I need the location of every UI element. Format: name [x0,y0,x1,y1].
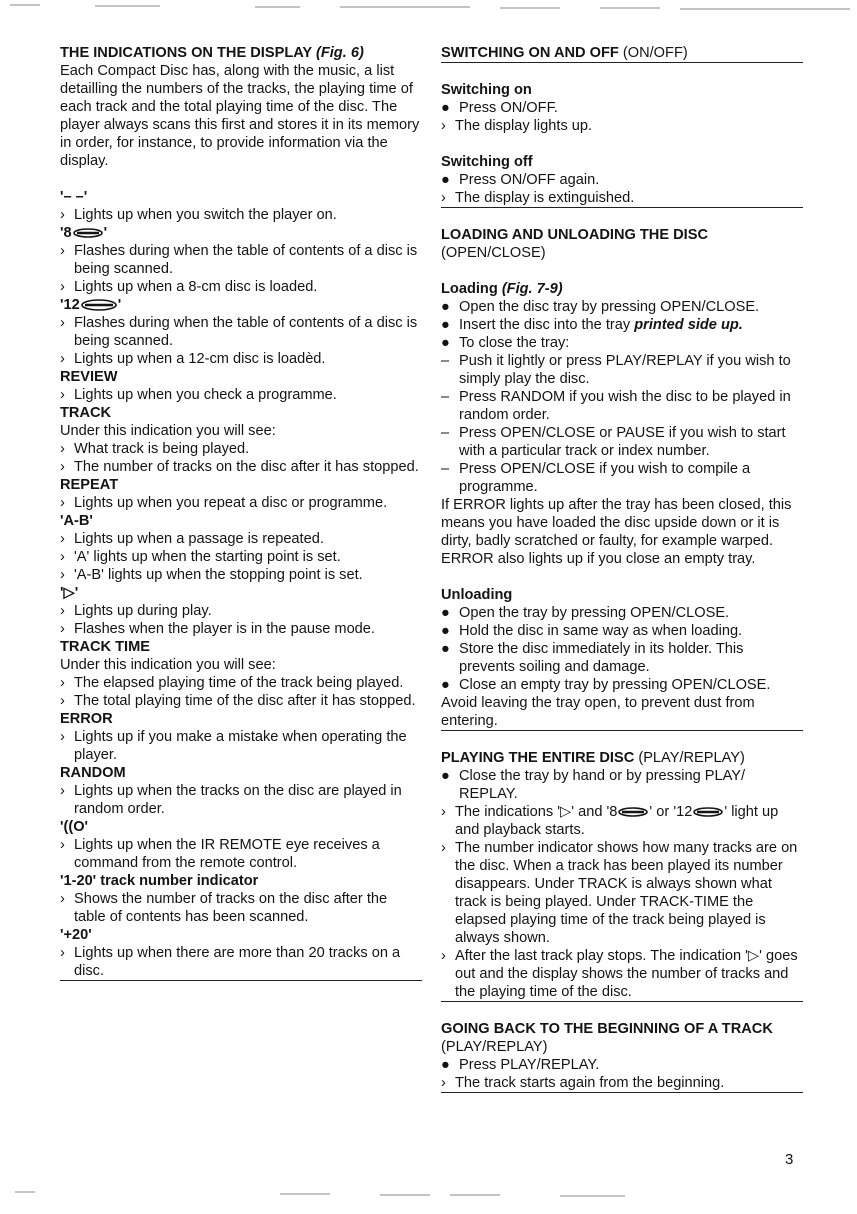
switching-on-result: › The display lights up. [441,118,593,134]
note-random: › Lights up when the tracks on the disc are played in random order. [60,783,402,817]
note-repeat: › Lights up when you repeat a disc or programme. [60,495,388,511]
note-ir-remote: › Lights up when the IR REMOTE eye receives a command from the remote control. [60,837,380,871]
back-title-tail: (PLAY/REPLAY) [441,1039,548,1055]
unloading-step-1: ● Open the tray by pressing OPEN/CLOSE. [441,605,730,621]
note-ab-1: › Lights up when a passage is repeated. [60,531,324,547]
loading-step-2: ● Insert the disc into the tray printed side up. [441,317,743,333]
note-disc-12-1: › Flashes during when the table of contents of a disc is being scanned. [60,315,418,349]
note-review: › Lights up when you check a programme. [60,387,337,403]
unloading-step-4: ● Close an empty tray by pressing OPEN/CLOSE. [441,677,771,693]
note-disc-8-1: › Flashes during when the table of contents of a disc is being scanned. [60,243,418,277]
note-ab-3: › 'A-B' lights up when the stopping point is set. [60,567,363,583]
unloading-paragraph: Avoid leaving the tray open, to prevent dust from entering. [441,694,803,731]
page-number: 3 [785,1151,794,1168]
switching-off-label: Switching off [441,154,533,170]
note-track-time-2: › The total playing time of the disc after it has stopped. [60,693,416,709]
label-disc-12: '12 ' [60,297,122,313]
back-title: GOING BACK TO THE BEGINNING OF A TRACK [441,1021,773,1037]
unloading-label: Unloading [441,587,513,603]
label-error: ERROR [60,711,113,727]
label-dash: '– –' [60,189,88,205]
load-title: LOADING AND UNLOADING THE DISC [441,227,709,243]
note-dash: › Lights up when you switch the player on. [60,207,337,223]
scan-noise-bottom [0,1188,857,1200]
disc-icon [72,228,104,238]
loading-option-4: – Press OPEN/CLOSE if you wish to compile a programme. [441,461,751,495]
label-random: RANDOM [60,765,126,781]
note-track-number: › Shows the number of tracks on the disc after the table of contents has been scanned. [60,891,388,925]
play-result-1: › The indications '▷' and '8 ' or '12 ' light up and playback starts. [441,804,779,838]
track-time-intro: Under this indication you will see: [60,657,276,673]
play-title: PLAYING THE ENTIRE DISC (PLAY/REPLAY) [441,750,745,766]
loading-label: Loading (Fig. 7-9) [441,281,563,297]
note-error: › Lights up if you make a mistake when operating the player. [60,729,407,763]
display-section-title: THE INDICATIONS ON THE DISPLAY (Fig. 6) [60,45,364,61]
loading-option-3: – Press OPEN/CLOSE or PAUSE if you wish to start with a particular track or index number. [441,425,786,459]
loading-step-1: ● Open the disc tray by pressing OPEN/CLOSE. [441,299,760,315]
disc-icon [692,807,724,817]
note-plus-20: › Lights up when there are more than 20 tracks on a disc. [60,944,422,981]
note-disc-12-2: › Lights up when a 12-cm disc is loadèd. [60,351,326,367]
label-ab: 'A-B' [60,513,93,529]
note-ab-2: › 'A' lights up when the starting point is set. [60,549,341,565]
track-intro: Under this indication you will see: [60,423,276,439]
note-track-1: › What track is being played. [60,441,250,457]
play-result-2: › The number indicator shows how many tracks are on the disc. When a track has been played its number disappears. Under TRACK is always shown what track is being played. Under TRACK-TIME the elapsed playing time of the track being played is always shown. [441,840,798,946]
note-track-time-1: › The elapsed playing time of the track being played. [60,675,404,691]
switching-off-result: › The display is extinguished. [441,189,803,208]
note-track-2: › The number of tracks on the disc after it has stopped. [60,459,419,475]
error-paragraph: If ERROR lights up after the tray has been closed, this means you have loaded the disc upside down or it is dirty, badly scratched or faulty, for example warped. ERROR also lights up if you close an empty tray. [441,497,792,567]
label-play: '▷' [60,585,79,601]
play-step: ● Close the tray by hand or by pressing PLAY/ REPLAY. [441,768,746,802]
label-ir-remote: '((O' [60,819,89,835]
label-review: REVIEW [60,369,118,385]
loading-step-3: ● To close the tray: [441,335,570,351]
scan-noise-top [0,0,857,14]
loading-option-1: – Push it lightly or press PLAY/REPLAY if you wish to simply play the disc. [441,353,791,387]
right-column [441,44,803,1095]
disc-icon [80,299,118,311]
note-disc-8-2: › Lights up when a 8-cm disc is loaded. [60,279,318,295]
note-play-2: › Flashes when the player is in the pause mode. [60,621,375,637]
onoff-title: SWITCHING ON AND OFF (ON/OFF) [441,44,803,63]
label-track-time: TRACK TIME [60,639,150,655]
left-column [60,44,422,983]
unloading-step-3: ● Store the disc immediately in its holder. This prevents soiling and damage. [441,641,744,675]
note-play-1: › Lights up during play. [60,603,212,619]
back-result: › The track starts again from the beginning. [441,1074,803,1093]
loading-option-2: – Press RANDOM if you wish the disc to be played in random order. [441,389,791,423]
label-track-number: '1-20' track number indicator [60,873,259,889]
label-repeat: REPEAT [60,477,119,493]
back-step: ● Press PLAY/REPLAY. [441,1057,600,1073]
unloading-step-2: ● Hold the disc in same way as when loading. [441,623,743,639]
disc-icon [617,807,649,817]
load-title-tail: (OPEN/CLOSE) [441,245,546,261]
switching-on-step: ● Press ON/OFF. [441,100,558,116]
play-result-3: › After the last track play stops. The indication '▷' goes out and the display shows the number of tracks and the playing time of the disc. [441,947,803,1002]
display-intro: Each Compact Disc has, along with the music, a list detailling the numbers of the tracks, the playing time of each track and the total playing time of the disc. The player always scans this first and stores it in its memory in order, for instance, to provide information via the display. [60,63,420,169]
label-disc-8: '8 ' [60,225,108,241]
label-plus-20: '+20' [60,927,92,943]
label-track: TRACK [60,405,112,421]
switching-off-step: ● Press ON/OFF again. [441,172,600,188]
switching-on-label: Switching on [441,82,532,98]
